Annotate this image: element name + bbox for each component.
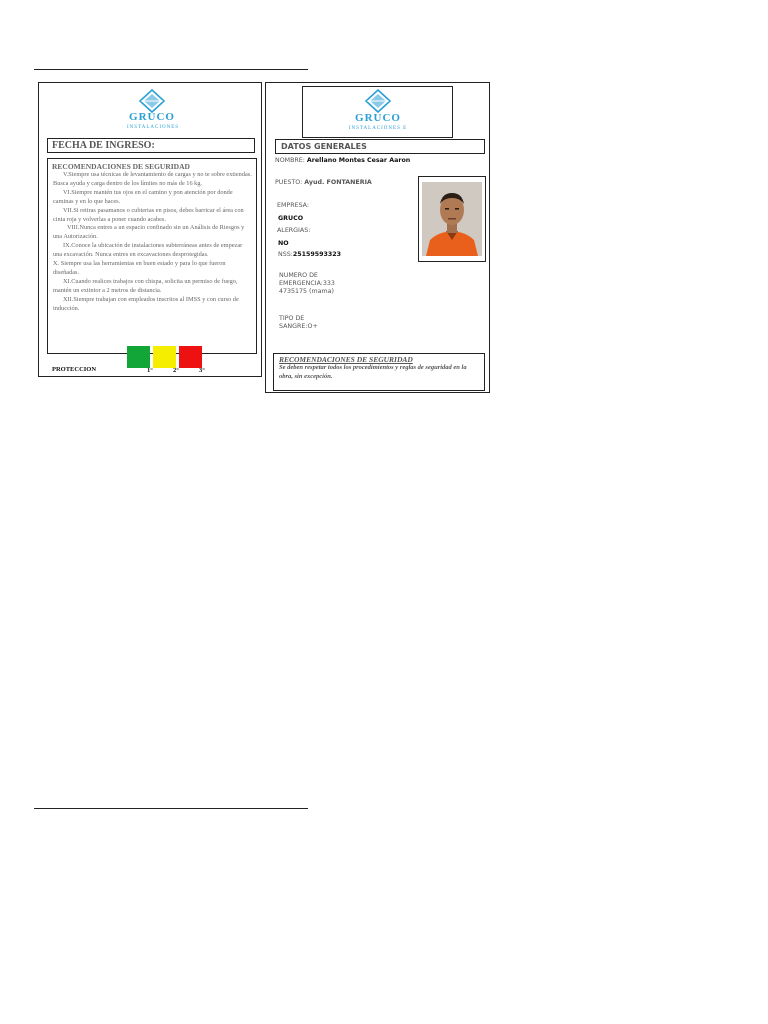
recommendation-item: VII.Si retiras pasamanos o cubiertas en pisos, debes barricar el área con cinta roja y volverlas a poner cuando acabes. xyxy=(53,206,244,223)
fecha-ingreso: FECHA DE INGRESO: xyxy=(47,138,255,153)
puesto-label: PUESTO: xyxy=(275,179,303,186)
recommendation-item: XI.Cuando realices trabajos con chispa, solicita un permiso de fuego, mantén un extintor a 2 metros de distancia. xyxy=(53,277,238,294)
level-1-label: 1° xyxy=(147,367,153,374)
recommendations-box xyxy=(47,158,257,354)
company-logo xyxy=(345,89,411,135)
level-3-label: 3° xyxy=(199,367,205,374)
top-rule xyxy=(34,69,308,70)
empresa-value: GRUCO xyxy=(278,215,304,222)
logo-frame xyxy=(302,86,453,138)
nss-value: 25159593323 xyxy=(292,251,342,258)
nombre-value: Arellano Montes Cesar Aaron xyxy=(306,157,411,164)
emergencia-label-2: EMERGENCIA:333 xyxy=(279,280,335,287)
front-recommendations-box xyxy=(273,353,485,391)
recommendation-item: IX.Conoce la ubicación de instalaciones subterráneas antes de empezar una excavación. Nunca entres en excavaciones desprotegidas. xyxy=(53,242,243,259)
puesto-field xyxy=(275,179,372,187)
alergias-value: NO xyxy=(278,240,289,247)
front-recommendations-title: RECOMENDACIONES DE SEGURIDAD xyxy=(279,355,413,364)
recommendation-item: VI.Siempre mantén tus ojos en el camino y pon atención por donde caminas y en lo que haces. xyxy=(53,188,233,205)
sangre-label-2: SANGRE:O+ xyxy=(279,323,318,330)
bottom-rule xyxy=(34,808,308,809)
logo-tagline: INSTALACIONES xyxy=(127,125,180,130)
front-recommendations-text: Se deben respetar todos los procedimientos y reglas de seguridad en la obra, sin excepción. xyxy=(279,364,467,380)
level-3-swatch xyxy=(179,346,202,368)
puesto-value: Ayud. FONTANERIA xyxy=(304,179,372,186)
employee-photo xyxy=(422,182,482,256)
recommendation-item: X. Siempre usa las herramientas en buen estado y para lo que fueron diseñadas. xyxy=(53,260,226,276)
sangre-label-1: TIPO DE xyxy=(279,315,305,322)
recommendation-item: XII.Siempre trabajan con empleados inscritos al IMSS y con curso de inducción. xyxy=(53,295,239,312)
empresa-label: EMPRESA: xyxy=(277,202,309,209)
id-card-back xyxy=(38,82,262,377)
nss-field xyxy=(278,251,341,259)
id-card-front xyxy=(265,82,490,393)
recommendations-list xyxy=(48,171,256,314)
nombre-field xyxy=(275,157,410,165)
proteccion-label: PROTECCION xyxy=(52,366,97,373)
alergias-label: ALERGIAS: xyxy=(277,227,311,234)
logo-tagline: INSTALACIONES E xyxy=(348,126,408,131)
employee-photo-frame xyxy=(418,176,486,262)
level-2-label: 2° xyxy=(173,367,179,374)
emergencia-label-1: NUMERO DE xyxy=(279,272,318,279)
logo-brand: GRUCO xyxy=(355,112,401,124)
level-2-swatch xyxy=(153,346,176,368)
nombre-label: NOMBRE: xyxy=(275,157,305,164)
emergencia-value: 4735175 (mama) xyxy=(279,288,334,295)
company-logo xyxy=(127,89,180,133)
datos-generales-title: DATOS GENERALES xyxy=(275,139,485,154)
recommendations-title: RECOMENDACIONES DE SEGURIDAD xyxy=(52,162,190,171)
logo-brand: GRUCO xyxy=(129,111,175,123)
nss-label: NSS: xyxy=(278,251,293,258)
recommendation-item: VIII.Nunca entres a un espacio confinado sin un Análisis de Riesgos y una Autorización. xyxy=(53,224,245,241)
level-1-swatch xyxy=(127,346,150,368)
recommendation-item: V.Siempre usa técnicas de levantamiento de cargas y no te sobre extiendas. Busca ayuda y carga dentro de los límites no más de 16 kg. xyxy=(53,171,252,187)
